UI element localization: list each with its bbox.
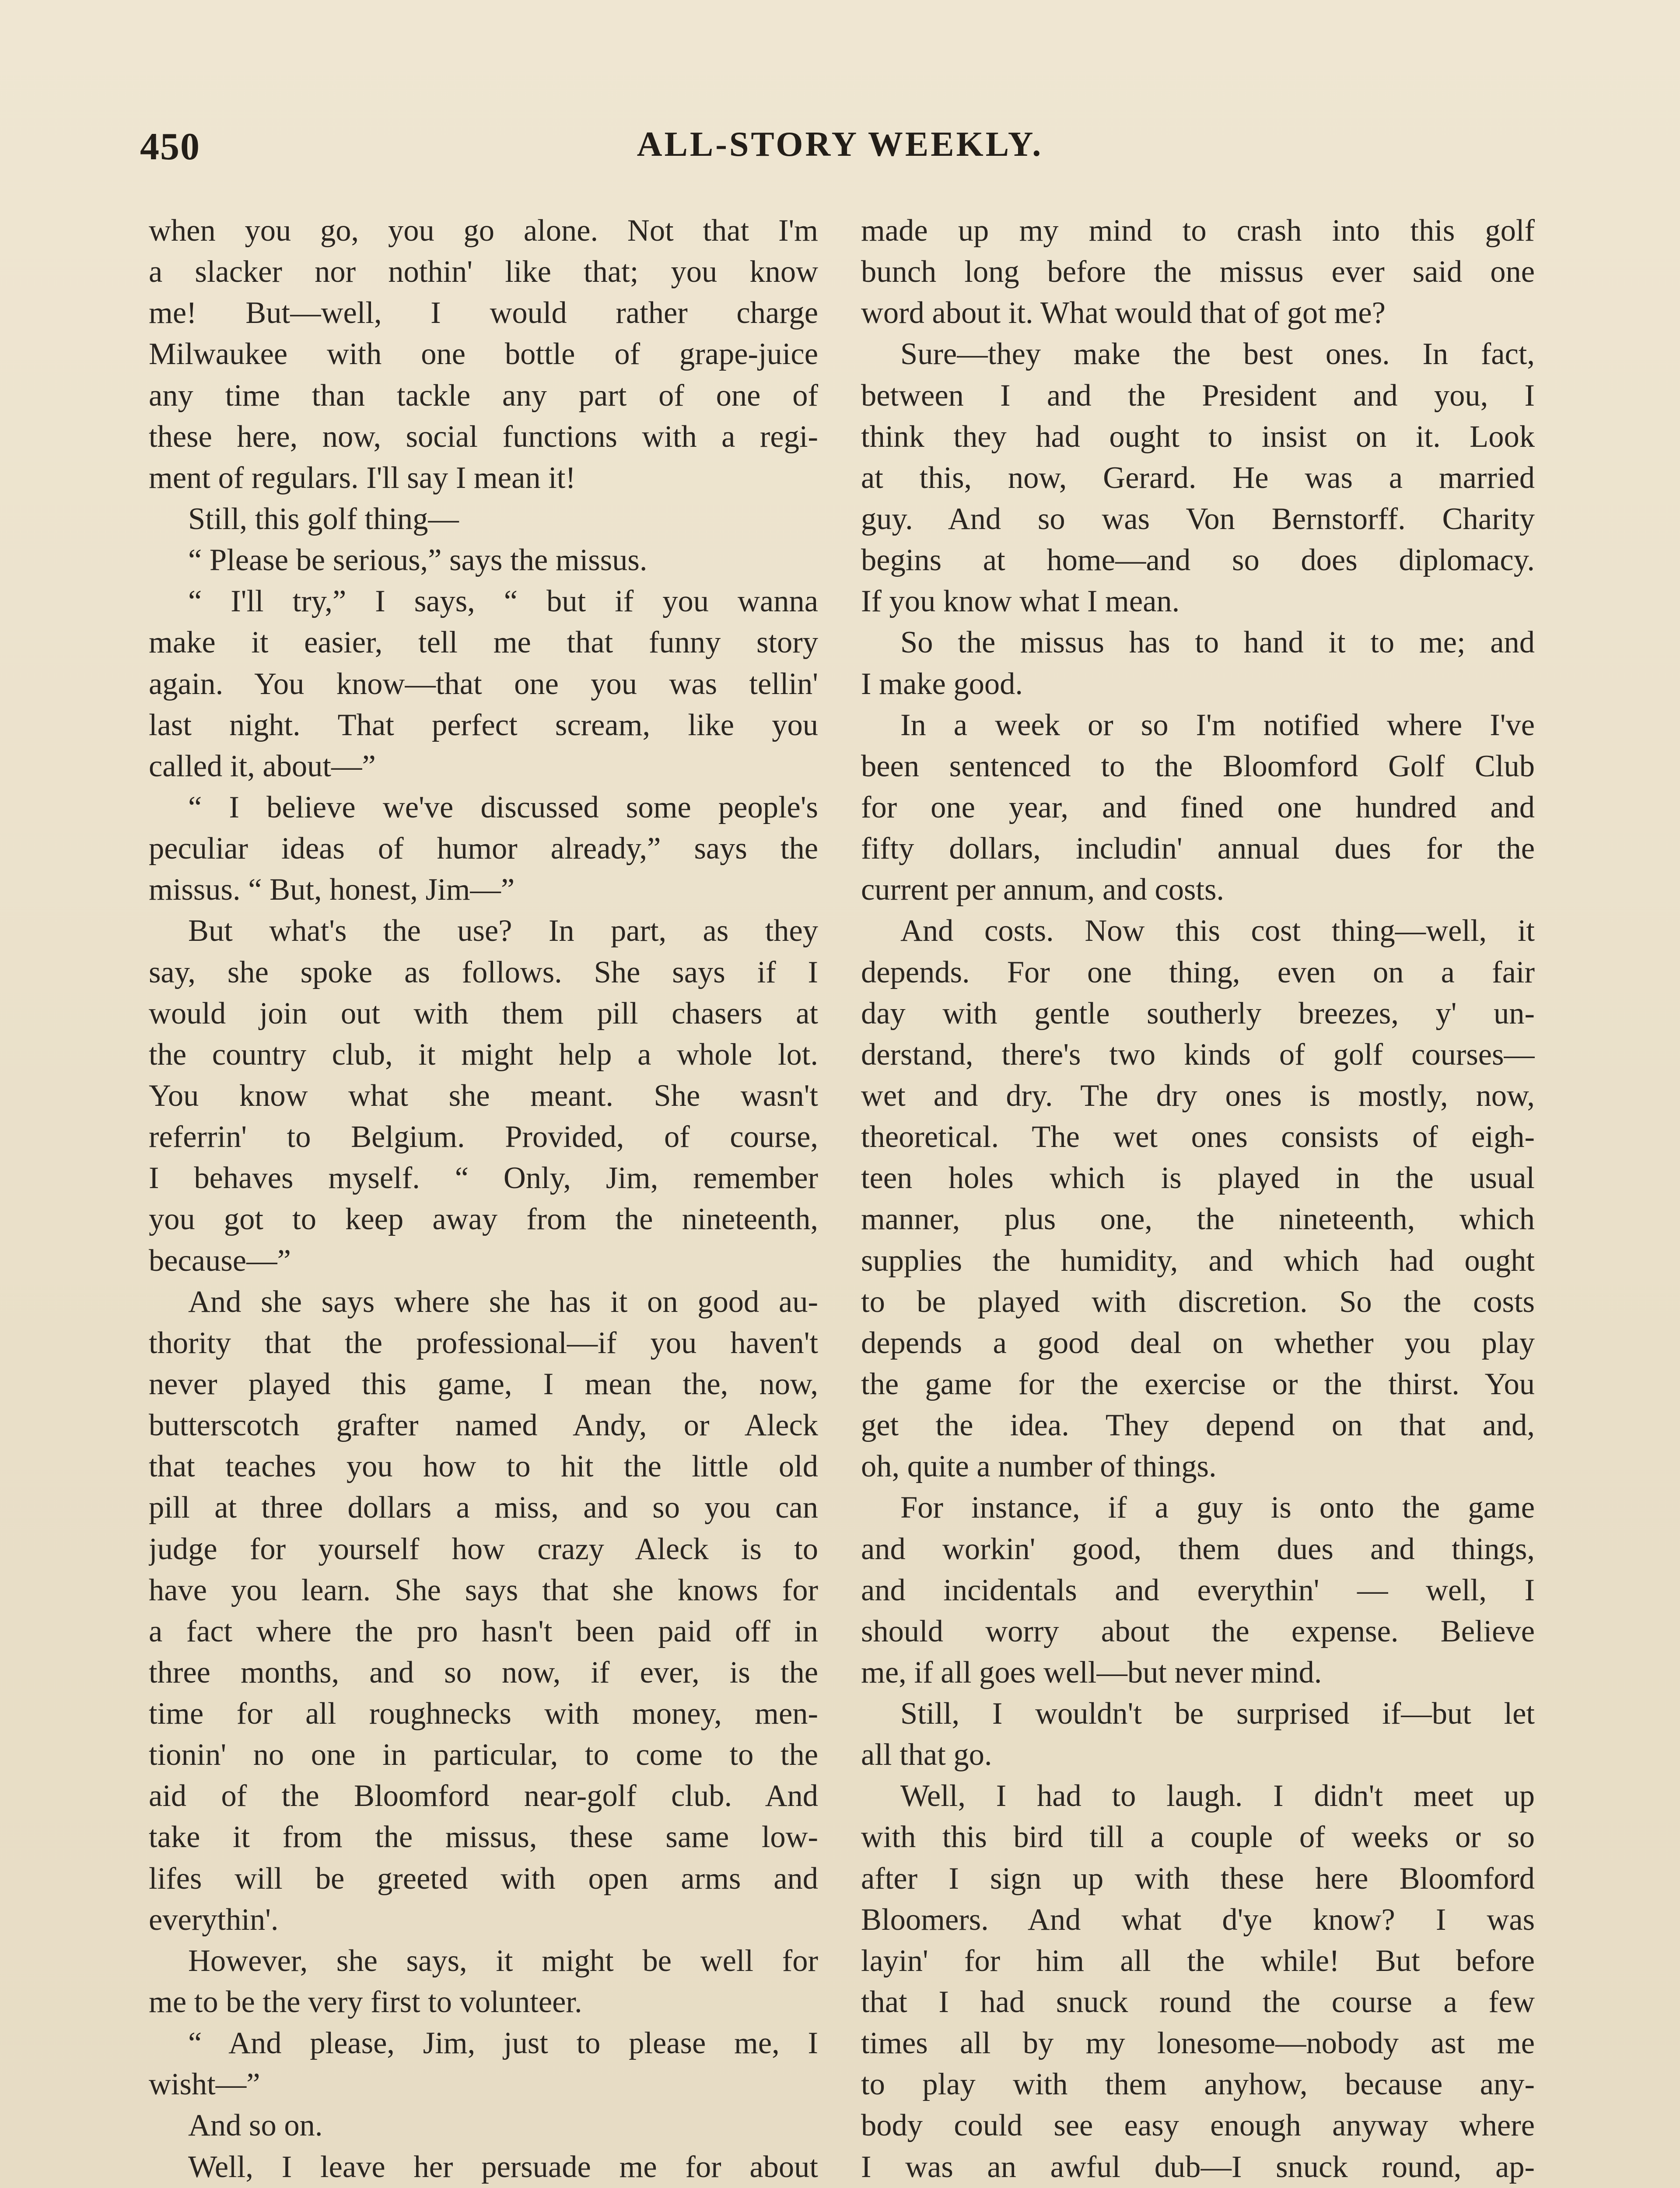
text-line: In a week or so I'm notified where I've [900, 708, 1535, 742]
text-line: theoretical. The wet ones consists of eigh- [861, 1120, 1535, 1154]
text-line: to be played with discretion. So the costs [861, 1284, 1535, 1319]
text-line: wisht—” [149, 2067, 260, 2102]
text-line: at this, now, Gerard. He was a married [861, 460, 1535, 495]
text-line: times all by my lonesome—nobody ast me [861, 2026, 1535, 2061]
text-line: for one year, and fined one hundred and [861, 790, 1535, 824]
text-line: guy. And so was Von Bernstorff. Charity [861, 501, 1535, 536]
text-line: never played this game, I mean the, now, [149, 1367, 818, 1401]
text-line: However, she says, it might be well for [188, 1943, 818, 1978]
text-line: last night. That perfect scream, like you [149, 708, 818, 742]
text-line: ment of regulars. I'll say I mean it! [149, 460, 576, 495]
page-header [131, 125, 1549, 182]
text-line: lifes will be greeted with open arms and [149, 1861, 818, 1896]
text-line: body could see easy enough anyway where [861, 2108, 1535, 2143]
text-line: Bloomers. And what d'ye know? I was [861, 1902, 1535, 1937]
text-line: depends. For one thing, even on a fair [861, 955, 1535, 989]
text-line: that I had snuck round the course a few [861, 1985, 1535, 2020]
text-line: all that go. [861, 1738, 992, 1772]
text-line: me, if all goes well—but never mind. [861, 1655, 1322, 1690]
text-line: make it easier, tell me that funny story [149, 625, 818, 660]
text-line: you got to keep away from the nineteenth, [149, 1202, 818, 1237]
text-line: teen holes which is played in the usual [861, 1161, 1535, 1196]
text-line: So the missus has to hand it to me; and [900, 625, 1535, 660]
text-line: “ Please be serious,” says the missus. [188, 543, 648, 578]
text-line: and workin' good, them dues and things, [861, 1532, 1535, 1566]
text-line: layin' for him all the while! But before [861, 1943, 1535, 1978]
text-line: And so on. [188, 2108, 323, 2143]
text-line: “ I'll try,” I says, “ but if you wanna [188, 584, 818, 619]
text-column-left [149, 210, 818, 2188]
text-line: supplies the humidity, and which had ought [861, 1243, 1535, 1278]
text-line: with this bird till a couple of weeks or so [861, 1820, 1535, 1855]
text-line: the game for the exercise or the thirst. You [861, 1367, 1535, 1401]
text-line: And costs. Now this cost thing—well, it [900, 914, 1535, 948]
text-line: fifty dollars, includin' annual dues for the [861, 831, 1535, 866]
running-head: ALL-STORY WEEKLY. [637, 125, 1043, 164]
text-line: think they had ought to insist on it. Look [861, 419, 1535, 454]
text-line: I make good. [861, 666, 1023, 701]
text-line: And she says where she has it on good au- [188, 1284, 818, 1319]
text-line: For instance, if a guy is onto the game [900, 1490, 1535, 1525]
page-number: 450 [140, 126, 200, 168]
text-line: Well, I leave her persuade me for about [188, 2149, 818, 2184]
text-line: tionin' no one in particular, to come to the [149, 1738, 818, 1772]
text-line: called it, about—” [149, 749, 376, 783]
text-line: me to be the very first to volunteer. [149, 1985, 582, 2020]
text-line: Still, this golf thing— [188, 501, 459, 536]
text-line: that teaches you how to hit the little old [149, 1449, 818, 1484]
text-line: have you learn. She says that she knows for [149, 1573, 818, 1607]
text-line: would join out with them pill chasers at [149, 996, 818, 1031]
text-line: take it from the missus, these same low- [149, 1820, 818, 1855]
text-line: begins at home—and so does diplomacy. [861, 543, 1535, 578]
text-line: You know what she meant. She wasn't [149, 1078, 818, 1113]
text-line: “ I believe we've discussed some people's [188, 790, 818, 824]
text-line: “ And please, Jim, just to please me, I [188, 2026, 818, 2061]
text-line: any time than tackle any part of one of [149, 378, 818, 413]
text-line: butterscotch grafter named Andy, or Aleck [149, 1408, 818, 1443]
text-line: because—” [149, 1243, 291, 1278]
text-line: Milwaukee with one bottle of grape-juice [149, 337, 818, 372]
text-line: thority that the professional—if you haven't [149, 1325, 818, 1360]
text-line: If you know what I mean. [861, 584, 1180, 619]
text-line: between I and the President and you, I [861, 378, 1535, 413]
text-line: made up my mind to crash into this golf [861, 214, 1535, 248]
text-line: I behaves myself. “ Only, Jim, remember [149, 1161, 818, 1196]
text-line: get the idea. They depend on that and, [861, 1408, 1535, 1443]
text-line: judge for yourself how crazy Aleck is to [149, 1532, 818, 1566]
text-line: a fact where the pro hasn't been paid off in [149, 1614, 818, 1648]
text-line: me! But—well, I would rather charge [149, 296, 818, 330]
text-line: should worry about the expense. Believe [861, 1614, 1535, 1648]
text-line: pill at three dollars a miss, and so you can [149, 1490, 818, 1525]
text-line: depends a good deal on whether you play [861, 1325, 1535, 1360]
text-line: oh, quite a number of things. [861, 1449, 1217, 1484]
text-line: time for all roughnecks with money, men- [149, 1697, 818, 1731]
text-line: current per annum, and costs. [861, 873, 1225, 907]
text-line: everythin'. [149, 1902, 279, 1937]
text-line: and incidentals and everythin' — well, I [861, 1573, 1535, 1607]
text-line: wet and dry. The dry ones is mostly, now, [861, 1078, 1535, 1113]
text-line: manner, plus one, the nineteenth, which [861, 1202, 1535, 1237]
text-line: Sure—they make the best ones. In fact, [900, 337, 1535, 372]
text-line: day with gentle southerly breezes, y' un- [861, 996, 1535, 1031]
text-line: after I sign up with these here Bloomford [861, 1861, 1535, 1896]
text-line: the country club, it might help a whole lot. [149, 1037, 818, 1072]
text-line: say, she spoke as follows. She says if I [149, 955, 818, 989]
text-line: Well, I had to laugh. I didn't meet up [900, 1779, 1535, 1813]
text-line: a slacker nor nothin' like that; you know [149, 255, 818, 289]
text-line: been sentenced to the Bloomford Golf Club [861, 749, 1535, 783]
text-line: missus. “ But, honest, Jim—” [149, 873, 515, 907]
text-line: referrin' to Belgium. Provided, of course, [149, 1120, 818, 1154]
text-line: word about it. What would that of got me? [861, 296, 1386, 330]
text-line: peculiar ideas of humor already,” says the [149, 831, 818, 866]
text-line: to play with them anyhow, because any- [861, 2067, 1535, 2102]
text-line: bunch long before the missus ever said one [861, 255, 1535, 289]
text-line: But what's the use? In part, as they [188, 914, 818, 948]
text-line: I was an awful dub—I snuck round, ap- [861, 2149, 1535, 2184]
text-line: these here, now, social functions with a regi- [149, 419, 818, 454]
text-line: aid of the Bloomford near-golf club. And [149, 1779, 818, 1813]
text-line: three months, and so now, if ever, is the [149, 1655, 818, 1690]
text-line: Still, I wouldn't be surprised if—but let [900, 1697, 1535, 1731]
text-line: when you go, you go alone. Not that I'm [149, 214, 818, 248]
text-line: derstand, there's two kinds of golf courses— [861, 1037, 1535, 1072]
text-column-right [861, 210, 1535, 2188]
text-line: again. You know—that one you was tellin' [149, 666, 818, 701]
